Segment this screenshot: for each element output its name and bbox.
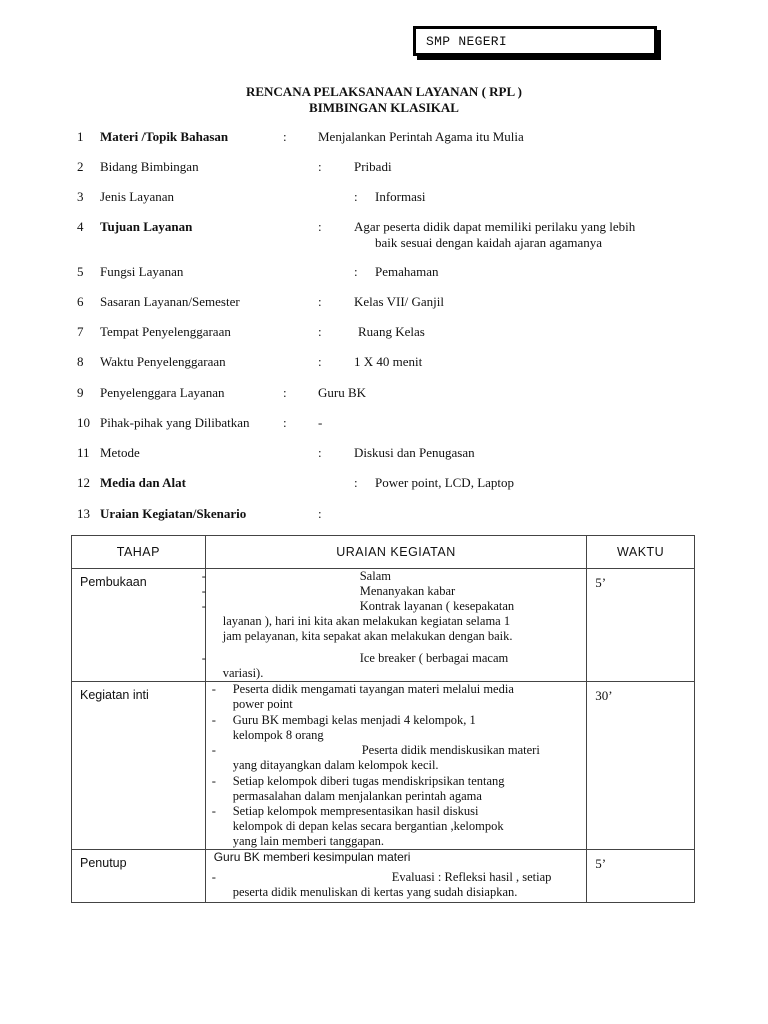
cell-waktu: 5’ — [587, 850, 695, 903]
item-value: Kelas VII/ Ganjil — [354, 294, 445, 309]
cell-uraian — [205, 682, 587, 850]
item-row-8 — [0, 354, 768, 384]
item-value: Ruang Kelas — [358, 324, 425, 339]
item-row-9 — [0, 385, 768, 415]
header-uraian: URAIAN KEGIATAN — [205, 536, 587, 569]
item-row-3 — [0, 189, 768, 219]
item-label: Jenis Layanan — [100, 189, 175, 204]
item-number: 5 — [77, 264, 84, 279]
item-number: 11 — [77, 445, 90, 460]
item-value: Menjalankan Perintah Agama itu Mulia — [318, 129, 524, 144]
item-label: Penyelenggara Layanan — [100, 385, 225, 400]
item-value: Pribadi — [354, 159, 392, 174]
item-label: Tempat Penyelenggaraan — [100, 324, 231, 339]
item-colon: : — [318, 354, 322, 369]
item-value-continued: baik sesuai dengan kaidah ajaran agamanya — [375, 235, 603, 250]
activity-line: Peserta didik mendiskusikan materi — [361, 743, 540, 757]
bullet: - — [201, 651, 206, 665]
item-colon: : — [318, 159, 322, 174]
item-row-2 — [0, 159, 768, 189]
item-label: Tujuan Layanan — [100, 219, 193, 234]
activity-line: Peserta didik mengamati tayangan materi melalui media — [232, 682, 514, 696]
activity-line: yang lain memberi tanggapan. — [232, 834, 385, 848]
item-number: 7 — [77, 324, 84, 339]
activity-line: Ice breaker ( berbagai macam — [359, 651, 509, 665]
activity-line: permasalahan dalam menjalankan perintah agama — [232, 789, 482, 803]
activity-line: variasi). — [222, 666, 264, 680]
bullet: - — [211, 743, 216, 757]
item-number: 13 — [77, 506, 90, 521]
item-colon: : — [354, 475, 358, 490]
activity-line: Guru BK memberi kesimpulan materi — [213, 850, 411, 864]
item-label: Uraian Kegiatan/Skenario — [100, 506, 247, 521]
item-value: Guru BK — [318, 385, 367, 400]
table-row-pembukaan — [72, 569, 695, 682]
item-row-12 — [0, 475, 768, 505]
item-number: 12 — [77, 475, 90, 490]
item-colon: : — [283, 129, 287, 144]
item-colon: : — [354, 264, 358, 279]
item-value: 1 X 40 menit — [354, 354, 423, 369]
school-name: SMP NEGERI — [426, 34, 508, 49]
item-value: Pemahaman — [375, 264, 439, 279]
item-row-1 — [0, 129, 768, 159]
activity-line: peserta didik menuliskan di kertas yang sudah disiapkan. — [232, 885, 518, 899]
item-colon: : — [283, 415, 287, 430]
activity-table — [71, 535, 695, 903]
item-row-4 — [0, 219, 768, 253]
item-number: 10 — [77, 415, 90, 430]
header-tahap: TAHAP — [72, 536, 206, 569]
activity-line: Salam — [359, 569, 391, 583]
cell-waktu: 30’ — [587, 682, 695, 850]
bullet: - — [211, 713, 216, 727]
item-colon: : — [318, 506, 322, 521]
activity-line: kelompok di depan kelas secara bergantian ,kelompok — [232, 819, 504, 833]
item-number: 9 — [77, 385, 84, 400]
item-value: Agar peserta didik dapat memiliki perilaku yang lebih — [354, 219, 636, 234]
item-row-6 — [0, 294, 768, 324]
item-row-13 — [0, 506, 768, 536]
item-value: Diskusi dan Penugasan — [354, 445, 475, 460]
item-row-5 — [0, 264, 768, 294]
item-number: 6 — [77, 294, 84, 309]
item-number: 4 — [77, 219, 84, 234]
activity-line: Setiap kelompok mempresentasikan hasil diskusi — [232, 804, 479, 818]
cell-tahap: Pembukaan — [72, 569, 206, 682]
item-label: Media dan Alat — [100, 475, 186, 490]
item-label: Sasaran Layanan/Semester — [100, 294, 240, 309]
bullet: - — [211, 870, 216, 884]
item-value: - — [318, 415, 323, 430]
item-value: Power point, LCD, Laptop — [375, 475, 515, 490]
table-header-row — [72, 536, 695, 569]
item-label: Materi /Topik Bahasan — [100, 129, 229, 144]
activity-line: power point — [232, 697, 293, 711]
bullet: - — [201, 569, 206, 583]
cell-waktu: 5’ — [587, 569, 695, 682]
activity-line: Guru BK membagi kelas menjadi 4 kelompok, 1 — [232, 713, 476, 727]
bullet: - — [211, 774, 216, 788]
activity-line: Setiap kelompok diberi tugas mendiskripsikan tentang — [232, 774, 505, 788]
bullet: - — [211, 682, 216, 696]
item-number: 3 — [77, 189, 84, 204]
cell-tahap: Penutup — [72, 850, 206, 903]
cell-uraian — [201, 569, 587, 682]
activity-line: Kontrak layanan ( kesepakatan — [359, 599, 515, 613]
header-waktu: WAKTU — [587, 536, 695, 569]
item-colon: : — [318, 445, 322, 460]
document-subtitle: BIMBINGAN KLASIKAL — [309, 100, 459, 115]
activity-line: Evaluasi : Refleksi hasil , setiap — [391, 870, 552, 884]
item-value: Informasi — [375, 189, 426, 204]
table-row-inti — [72, 682, 695, 850]
item-colon: : — [354, 189, 358, 204]
item-colon: : — [318, 324, 322, 339]
item-number: 2 — [77, 159, 84, 174]
cell-tahap: Kegiatan inti — [72, 682, 206, 850]
activity-line: Menanyakan kabar — [359, 584, 456, 598]
activity-line: layanan ), hari ini kita akan melakukan kegiatan selama 1 — [222, 614, 511, 628]
item-row-11 — [0, 445, 768, 475]
table-row-penutup — [72, 850, 695, 903]
item-label: Metode — [100, 445, 140, 460]
item-colon: : — [283, 385, 287, 400]
bullet: - — [201, 584, 206, 598]
item-number: 8 — [77, 354, 84, 369]
item-row-10 — [0, 415, 768, 445]
item-number: 1 — [77, 129, 84, 144]
school-header-box — [413, 26, 657, 56]
cell-uraian — [205, 850, 587, 903]
document-title: RENCANA PELAKSANAAN LAYANAN ( RPL ) — [245, 84, 523, 99]
item-row-7 — [0, 324, 768, 354]
activity-line: yang ditayangkan dalam kelompok kecil. — [232, 758, 439, 772]
bullet: - — [211, 804, 216, 818]
item-label: Fungsi Layanan — [100, 264, 184, 279]
item-label: Bidang Bimbingan — [100, 159, 199, 174]
activity-line: jam pelayanan, kita sepakat akan melakukan dengan baik. — [222, 629, 513, 643]
item-colon: : — [318, 219, 322, 234]
activity-line: kelompok 8 orang — [232, 728, 324, 742]
item-colon: : — [318, 294, 322, 309]
bullet: - — [201, 599, 206, 613]
item-label: Pihak-pihak yang Dilibatkan — [100, 415, 250, 430]
item-label: Waktu Penyelenggaraan — [100, 354, 226, 369]
